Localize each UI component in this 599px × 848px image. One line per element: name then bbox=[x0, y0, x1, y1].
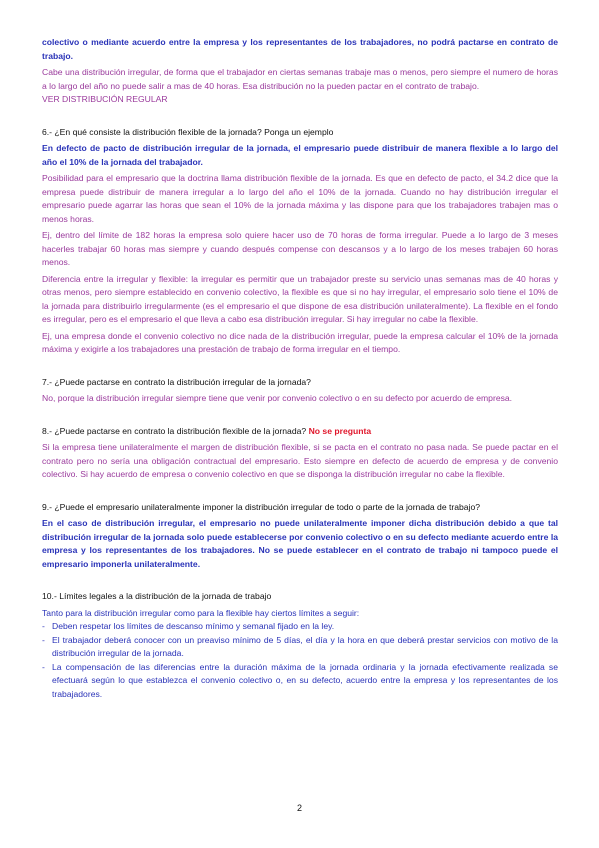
question-8-title-text: 8.- ¿Puede pactarse en contrato la distribución flexible de la jornada? bbox=[42, 425, 307, 436]
question-7-answer: No, porque la distribución irregular siempre tiene que venir por convenio colectivo o en su defecto por acuerdo de empresa. bbox=[42, 393, 513, 403]
see-regular-distribution-note: VER DISTRIBUCIÓN REGULAR bbox=[42, 94, 168, 104]
question-10-intro: Tanto para la distribución irregular como para la flexible hay ciertos límites a seguir: bbox=[42, 607, 360, 618]
question-6-title: 6.- ¿En qué consiste la distribución flexible de la jornada? Ponga un ejemplo bbox=[42, 126, 334, 137]
document-page bbox=[42, 36, 558, 701]
question-6-answer-main: En defecto de pacto de distribución irregular de la jornada, el empresario puede distribuir de manera flexible a lo largo del año el 10% de la jornada del trabajador. bbox=[42, 143, 558, 167]
list-item-text: La compensación de las diferencias entre la duración máxima de la jornada ordinaria y la jornada efectivamente realizada se efectuará según lo que establezca el convenio colectivo o, en su defecto, acuerdo entre la empresa y los representantes de los trabajadores. bbox=[52, 661, 558, 699]
question-6-answer-example-1: Ej, dentro del límite de 182 horas la empresa solo quiere hacer uso de 70 horas de forma irregular. Puede a lo largo de 3 meses hacerles trabajar 60 horas mas siempre y cuando después compense con descansos y a lo largo de los meses trabajen 60 horas menos. bbox=[42, 230, 558, 267]
list-item-text: Deben respetar los límites de descanso mínimo y semanal fijado en la ley. bbox=[52, 621, 335, 631]
intro-paragraph-bold: colectivo o mediante acuerdo entre la empresa y los representantes de los trabajadores, no podrá pactarse en contrato de trabajo. bbox=[42, 37, 558, 61]
list-item bbox=[42, 661, 558, 702]
bullet-dash: - bbox=[42, 634, 45, 645]
question-7-title: 7.- ¿Puede pactarse en contrato la distribución irregular de la jornada? bbox=[42, 376, 311, 387]
question-9-title: 9.- ¿Puede el empresario unilateralmente imponer la distribución irregular de todo o parte de la jornada de trabajo? bbox=[42, 501, 481, 512]
not-asked-note: No se pregunta bbox=[308, 425, 372, 436]
list-item-text: El trabajador deberá conocer con un preaviso mínimo de 5 días, el día y la hora en que deberá prestar servicios con motivo de la distribución irregular de la jornada. bbox=[52, 634, 558, 658]
question-6-answer-example-2: Ej, una empresa donde el convenio colectivo no dice nada de la distribución irregular, puede la empresa calcular el 10% de la jornada máxima y exigirle a los trabajadores una prestación de trabajo de forma irregular en el tiempo. bbox=[42, 330, 558, 354]
list-item bbox=[42, 634, 558, 661]
question-8-answer: Si la empresa tiene unilateralmente el margen de distribución flexible, si se pacta en el contrato no pasa nada. Se puede pactar en el contrato pero no sería una obligación contractual del empresario. Esto siempre en defecto de acuerdo de empresa y de convenio colectivo. Si hay acuerdo de empresa o convenio colectivo en que se disponga la distribución irregular no cabe la flexible. bbox=[42, 442, 558, 479]
question-8-title bbox=[42, 425, 558, 439]
bullet-dash: - bbox=[42, 661, 45, 672]
intro-paragraph: Cabe una distribución irregular, de forma que el trabajador en ciertas semanas trabaje mas o menos, pero siempre el numero de horas a lo largo del año no puede salir a mas de 40 horas. Esa distribución no la pueden pactar en el contrato de trabajo. bbox=[42, 67, 558, 91]
question-6-answer-explanation: Posibilidad para el empresario que la doctrina llama distribución flexible de la jornada. Es que en defecto de pacto, el 34.2 dice que la empresa puede distribuir de manera irregular a lo largo del año el 10% de la jornada. Cuando no hay distribución irregular el empresario puede agarrar las horas que sean el 10% de la jornada máxima y las dispone para que los trabajadores trabajen mas o menos horas. bbox=[42, 173, 558, 224]
limits-list bbox=[42, 620, 558, 701]
list-item bbox=[42, 620, 558, 634]
question-9-answer: En el caso de distribución irregular, el empresario no puede unilateralmente imponer dicha distribución debido a que tal distribución irregular de la jornada solo puede establecerse por convenio colectivo o en su defecto mediante acuerdo entre la empresa y los representantes de los trabajadores. No se puede establecer en el contrato de trabajo ni tampoco puede el empresario imponerla unilateralmente. bbox=[42, 518, 558, 569]
question-6-answer-difference: Diferencia entre la irregular y flexible: la irregular es permitir que un trabajador preste su servicio unas semanas mas de 40 horas y otras menos, pero siempre establecido en convenio colectivo, la flexible es que si no hay irregular, el empresario solo tiene el 10% de la jornada para distribuirlo irregularmente (es el empresario el que dispone de esa distribución unilateralmente). La flexible en el fondo es irregular, pero es el empresario el que lleva a cabo esa distribución irregular. Si hay irregular no cabe la flexible. bbox=[42, 273, 558, 324]
page-number: 2 bbox=[296, 803, 302, 813]
question-10-title: 10.- Límites legales a la distribución de la jornada de trabajo bbox=[42, 591, 272, 601]
bullet-dash: - bbox=[42, 621, 45, 631]
